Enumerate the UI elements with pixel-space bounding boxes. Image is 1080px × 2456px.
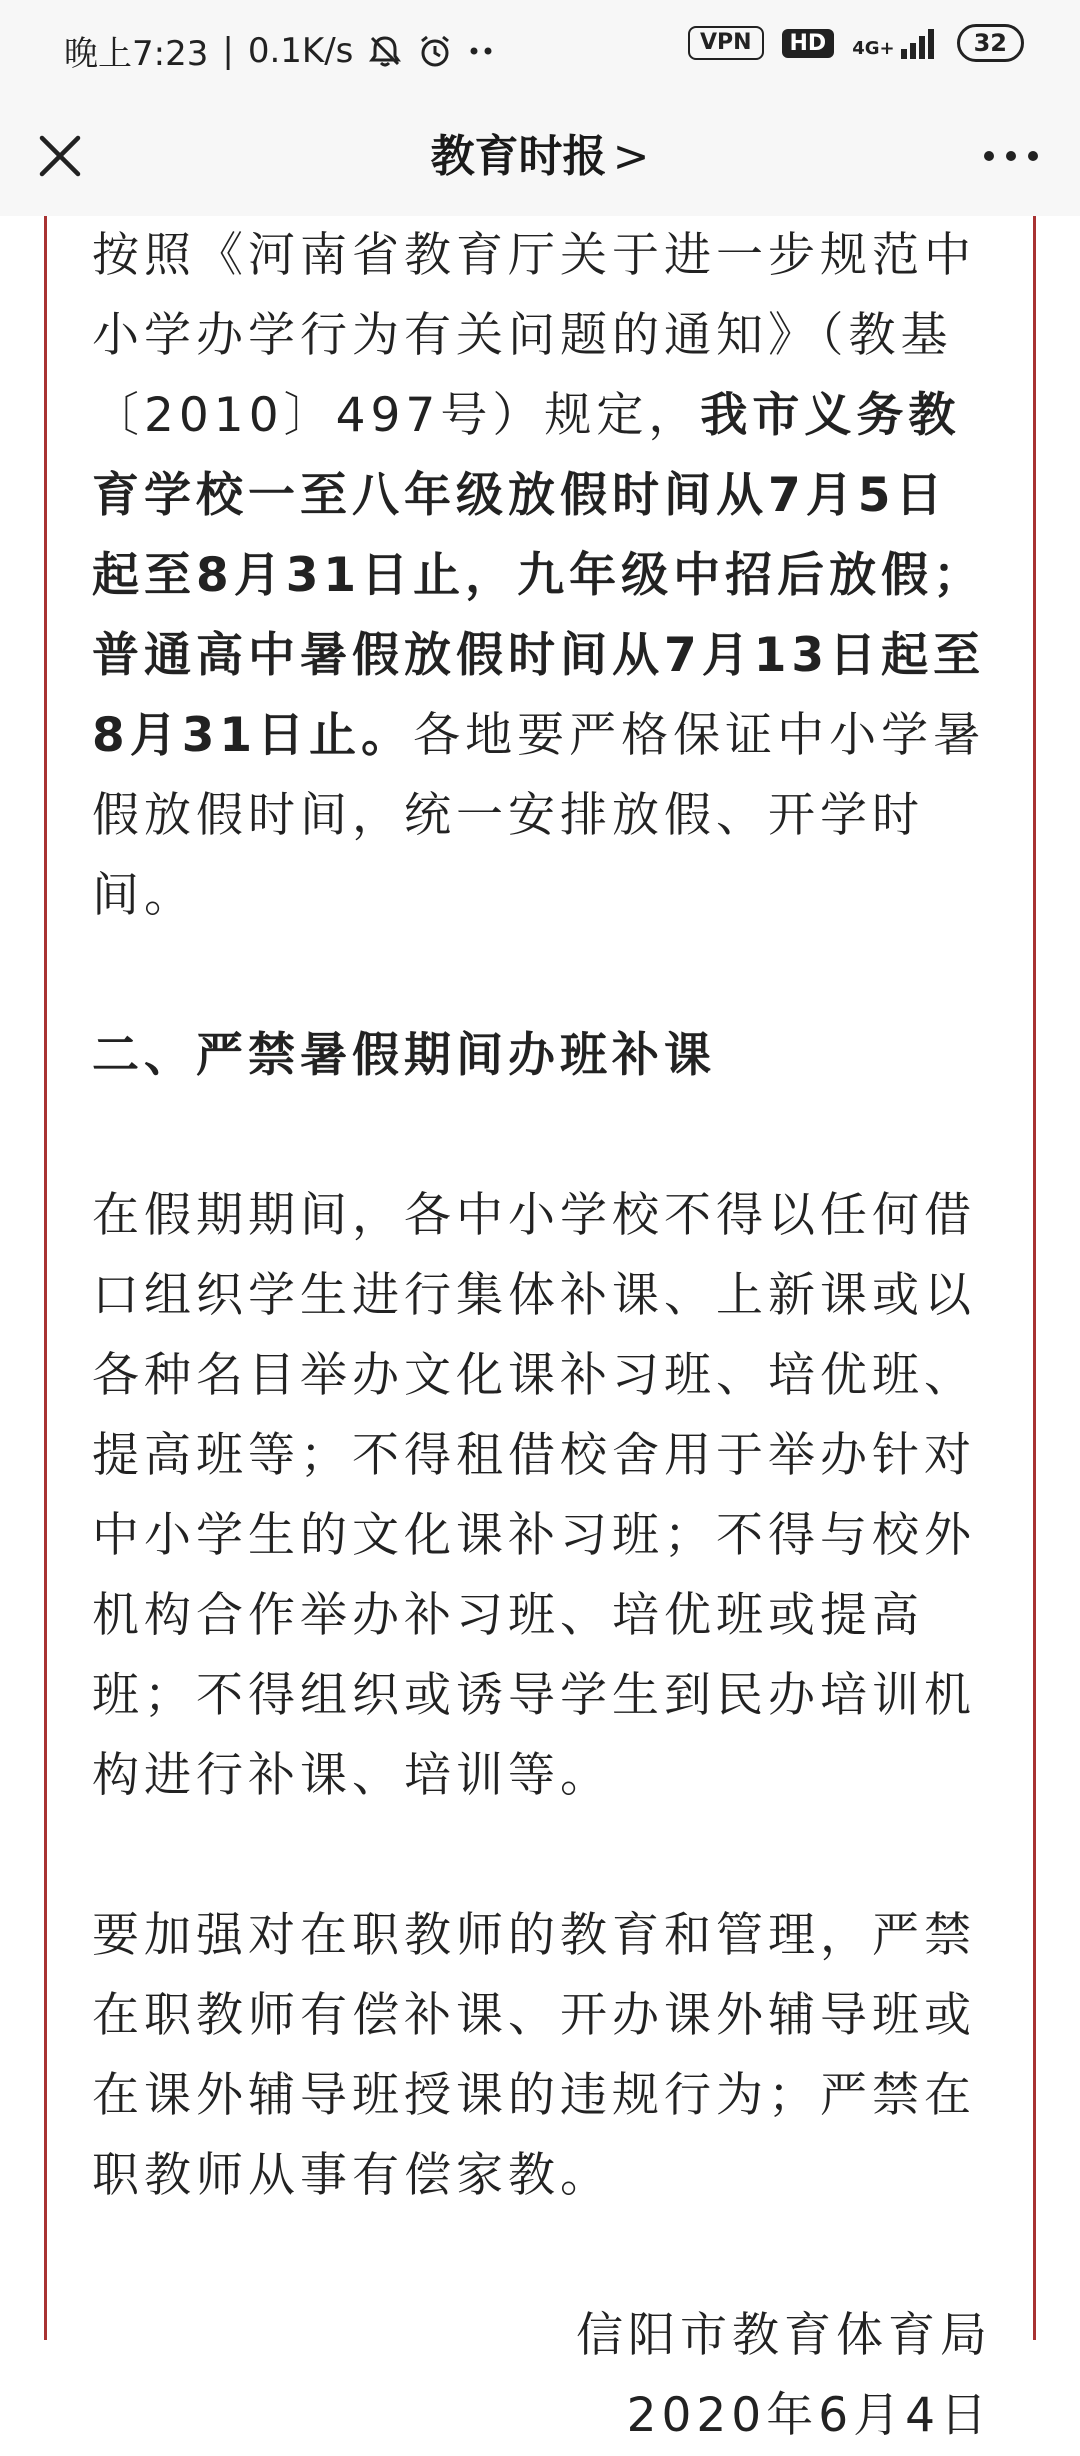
status-right	[688, 24, 1024, 62]
battery-level: 32	[957, 24, 1024, 62]
account-title-link[interactable]	[0, 120, 1080, 184]
hd-badge: HD	[782, 29, 835, 58]
article-paragraph-3: 要加强对在职教师的教育和管理，严禁在职教师有偿补课、开办课外辅导班或在课外辅导班授课的违规行为；严禁在职教师从事有偿家教。	[92, 1908, 976, 2203]
app-header	[0, 96, 1080, 216]
article-frame-right	[1033, 216, 1036, 2340]
vpn-badge: VPN	[688, 26, 764, 60]
section-heading-2-text: 二、严禁暑假期间办班补课	[92, 1028, 716, 1083]
spacer	[92, 936, 992, 1016]
article-body	[92, 216, 992, 2456]
status-speed: 0.1K/s	[247, 30, 354, 71]
page-title: 教育时报	[430, 131, 607, 182]
spacer	[92, 1096, 992, 1176]
more-dots-icon	[467, 41, 497, 61]
article-paragraph-1	[92, 216, 992, 936]
more-button[interactable]	[976, 126, 1046, 186]
section-heading-2	[92, 1016, 992, 1096]
status-time: 晚上7:23	[64, 34, 209, 74]
network-indicator	[852, 27, 938, 59]
mute-icon	[367, 33, 403, 69]
paragraph-1-text-b: 各地要严格保证中小学暑假放假时间，统一安排放假、开学时间。	[92, 708, 986, 923]
spacer	[92, 2216, 992, 2296]
status-left	[64, 26, 497, 75]
date: 2020年6月4日	[626, 2388, 992, 2443]
more-icon	[976, 126, 1046, 186]
network-label: 4G+	[852, 38, 895, 59]
paragraph-1-bold: 我市义务教育学校一至八年级放假时间从7月5日起至8月31日止，九年级中招后放假；普通高中暑假放假时间从7月13日起至8月31日止。	[92, 388, 986, 763]
signature: 信阳市教育体育局	[576, 2308, 992, 2363]
spacer	[92, 1816, 992, 1896]
chevron-right-icon: >	[612, 131, 650, 182]
alarm-icon	[417, 33, 453, 69]
status-separator: |	[222, 30, 234, 71]
article-frame-left	[44, 216, 47, 2340]
status-bar	[0, 0, 1080, 96]
article-paragraph-2: 在假期期间，各中小学校不得以任何借口组织学生进行集体补课、上新课或以各种名目举办文化课补习班、培优班、提高班等；不得租借校舍用于举办针对中小学生的文化课补习班；不得与校外机构合作举办补习班、培优班或提高班；不得组织或诱导学生到民办培训机构进行补课、培训等。	[92, 1188, 976, 1803]
signal-icon	[899, 27, 939, 59]
paragraph-1-text-a: 按照《河南省教育厅关于进一步规范中小学办学行为有关问题的通知》（教基〔2010〕497号）规定，	[92, 228, 976, 443]
